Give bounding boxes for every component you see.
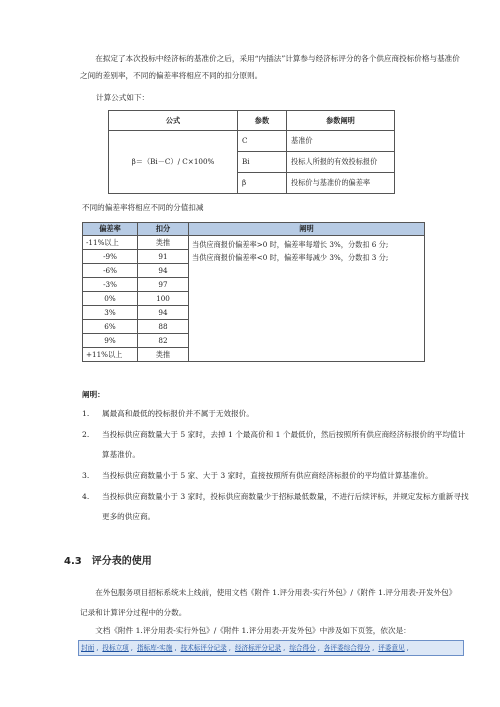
score-cell: 100 [138, 292, 189, 306]
score-cell: 类推 [138, 236, 189, 250]
body-paragraph-tabs-intro: 文档《附件 1.评分用表-实行外包》/《附件 1.评分用表-开发外包》中涉及如下页签，依次是： [95, 626, 411, 635]
list-text: 属最高和最低的投标报价并不属于无效报价。 [102, 409, 254, 418]
deduction-caption: 不同的偏差率将相应不同的分值扣减 [82, 203, 204, 212]
list-number: 2. [82, 430, 90, 439]
rate-cell: -9% [83, 250, 138, 264]
desc-line-decrease: 当供应商报价偏差率<0 时，偏差率每减少 3%，分数扣 3 分; [192, 253, 389, 262]
table-row [109, 131, 395, 152]
header-rate: 偏差率 [83, 223, 138, 236]
list-text: 当投标供应商数量大于 5 家时，去掉 1 个最高价和 1 个最低价，然后按照所有供应商经济标报价的平均值计算基准价。 [102, 430, 466, 459]
list-item [80, 466, 470, 486]
body-paragraph: 在外包服务项目招标系统未上线前，使用文档《附件 1.评分用表-实行外包》/《附件 1.评分用表-开发外包》记录和计算评分过程中的分数。 [80, 588, 457, 617]
param-desc-cell: 基准价 [287, 131, 395, 152]
list-item [80, 404, 470, 424]
list-number: 1. [82, 409, 90, 418]
list-item [80, 425, 470, 465]
list-text: 当投标供应商数量小于 5 家、大于 3 家时，直接按照所有供应商经济标报价的平均值计算基准价。 [102, 471, 433, 480]
score-cell: 91 [138, 250, 189, 264]
param-cell: Bi [238, 152, 287, 173]
notes-list [80, 404, 470, 528]
formula-table-header [109, 111, 395, 131]
formula-cell: β＝（Bi－C）/ C×100% [109, 131, 238, 194]
tab-total-score[interactable]: 综合得分 [289, 644, 316, 652]
desc-line-increase: 当供应商报价偏差率>0 时，偏差率每增长 3%，分数扣 6 分; [192, 240, 389, 249]
tab-bid-setup[interactable]: 投标立项 [102, 644, 129, 652]
deduction-table-header [83, 223, 425, 236]
notes-title: 阐明： [82, 390, 105, 399]
header-param: 参数 [238, 111, 287, 131]
rate-cell: -6% [83, 264, 138, 278]
formula-label: 计算公式如下： [96, 93, 150, 102]
section-number: 4.3 [64, 556, 82, 567]
rate-cell: 3% [83, 306, 138, 320]
rate-cell: +11%以上 [83, 348, 138, 362]
list-number: 4. [82, 492, 90, 501]
sheet-tab-bar: 封面 , 投标立项 , 指标库-实施 , 技术标评分记录 , 经济标评分记录 , 综合得分 , 各评委综合得分 , 评委意见 , [78, 640, 464, 656]
tab-judge-opinions[interactable]: 评委意见 [378, 644, 405, 652]
score-cell: 类推 [138, 348, 189, 362]
tab-indicator-library[interactable]: 指标库-实施 [137, 644, 173, 652]
score-cell: 94 [138, 264, 189, 278]
header-score: 扣分 [138, 223, 189, 236]
tab-technical-score[interactable]: 技术标评分记录 [180, 644, 227, 652]
param-cell: C [238, 131, 287, 152]
header-desc: 阐明 [189, 223, 425, 236]
param-cell: β [238, 173, 287, 194]
rate-cell: -11%以上 [83, 236, 138, 250]
score-cell: 94 [138, 306, 189, 320]
param-desc-cell: 投标人所报的有效投标报价 [287, 152, 395, 173]
tab-cover[interactable]: 封面 [81, 644, 95, 652]
rate-cell: 9% [83, 334, 138, 348]
rate-cell: 0% [83, 292, 138, 306]
formula-table [108, 110, 395, 194]
intro-paragraph: 在拟定了本次投标中经济标的基准价之后，采用“内插法”计算参与经济标评分的各个供应商投标价格与基准价之间的差别率，不同的偏差率将相应不同的扣分原则。 [80, 54, 460, 80]
desc-cell [189, 236, 425, 362]
rate-cell: 6% [83, 320, 138, 334]
score-cell: 88 [138, 320, 189, 334]
list-item [80, 487, 470, 527]
score-cell: 82 [138, 334, 189, 348]
section-heading [64, 555, 152, 569]
score-cell: 97 [138, 278, 189, 292]
param-desc-cell: 投标价与基准价的偏差率 [287, 173, 395, 194]
rate-cell: -3% [83, 278, 138, 292]
list-text: 当投标供应商数量小于 3 家时，投标供应商数量少于招标最低数量，不进行后续评标，并规定发标方重新寻找更多的供应商。 [102, 492, 469, 521]
tab-economic-score[interactable]: 经济标评分记录 [234, 644, 282, 652]
header-formula: 公式 [109, 111, 238, 131]
section-title: 评分表的使用 [91, 556, 152, 567]
list-number: 3. [82, 471, 90, 480]
tab-judge-scores[interactable]: 各评委综合得分 [323, 644, 371, 652]
header-param-desc: 参数阐明 [287, 111, 395, 131]
deduction-table [82, 222, 425, 362]
table-row [83, 236, 425, 250]
